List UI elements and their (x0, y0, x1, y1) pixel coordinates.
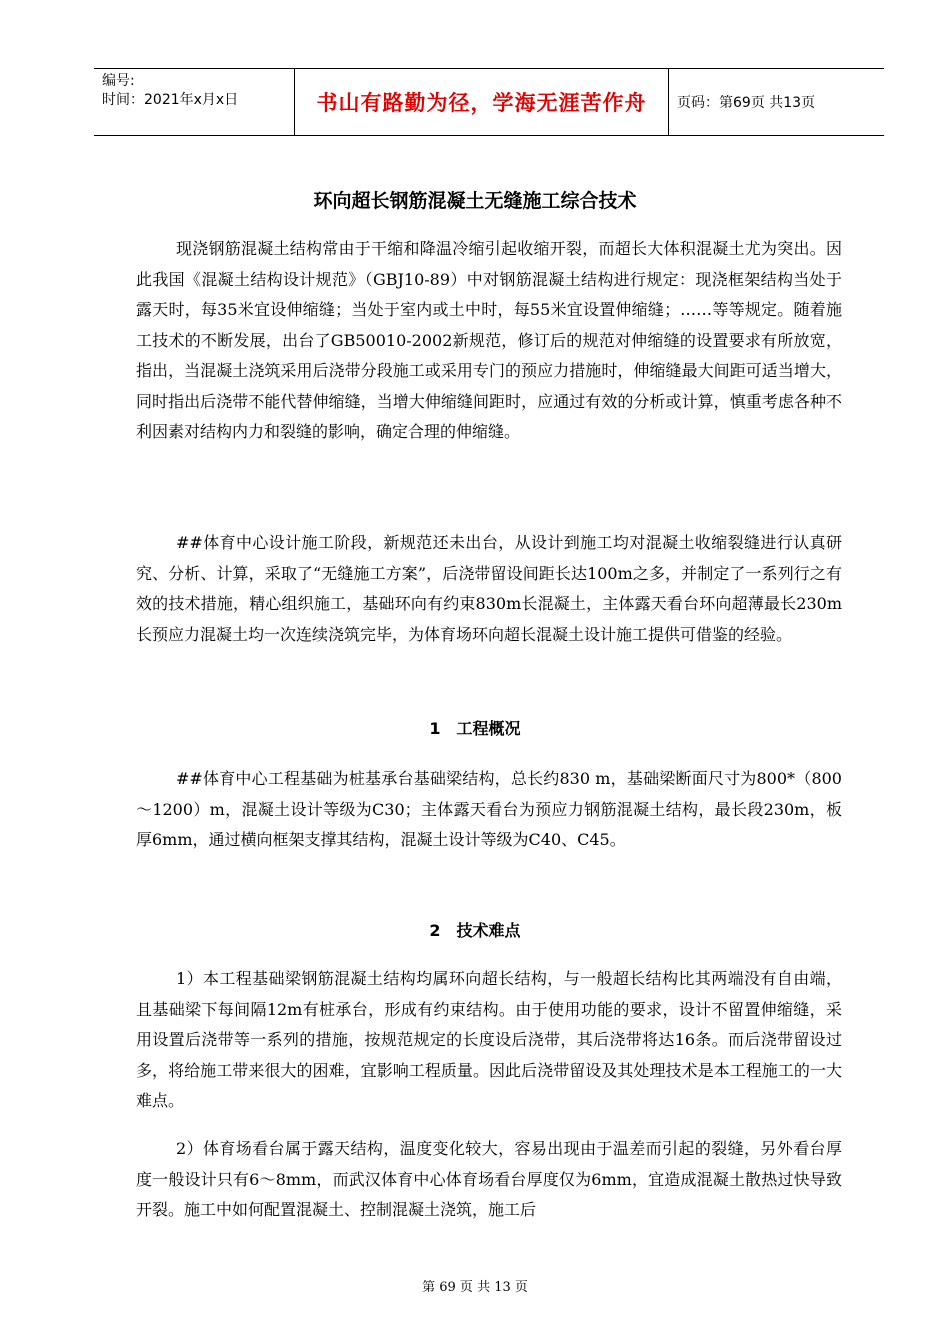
header-table (94, 68, 884, 136)
time-label: 时间：2021年x月x日 (102, 92, 239, 108)
section-heading-overview: 1 工程概况 (429, 719, 521, 738)
section-paragraph: 2）体育场看台属于露天结构，温度变化较大，容易出现由于温差而引起的裂缝，另外看台厚度一般设计只有6～8mm，而武汉体育中心体育场看台厚度仅为6mm，宜造成混凝土散热过快导致开裂。施工中如何配置混凝土、控制混凝土浇筑，施工后 (136, 1139, 842, 1219)
header-page-code: 页码：第69页 共13页 (677, 95, 816, 111)
header-meta-cell (94, 69, 295, 135)
header-motto: 书山有路勤为径，学海无涯苦作舟 (295, 69, 669, 135)
page-footer: 第 69 页 共 13 页 (422, 1280, 528, 1295)
document-title: 环向超长钢筋混凝土无缝施工综合技术 (313, 190, 637, 212)
section-paragraph: ##体育中心工程基础为桩基承台基础梁结构，总长约830 m，基础梁断面尺寸为800*（800～1200）m，混凝土设计等级为C30；主体露天看台为预应力钢筋混凝土结构，最长段230m，板厚6mm，通过横向框架支撑其结构，混凝土设计等级为C40、C45。 (136, 769, 842, 849)
section-paragraph: 1）本工程基础梁钢筋混凝土结构均属环向超长结构，与一般超长结构比其两端没有自由端，且基础梁下每间隔12m有桩承台，形成有约束结构。由于使用功能的要求，设计不留置伸缩缝，采用设置后浇带等一系列的措施，按规范规定的长度设后浇带，其后浇带将达16条。而后浇带留设过多，将给施工带来很大的困难，宜影响工程质量。因此后浇带留设及其处理技术是本工程施工的一大难点。 (136, 969, 842, 1110)
section-heading-difficulties: 2 技术难点 (429, 921, 521, 940)
intro-paragraph: ##体育中心设计施工阶段，新规范还未出台，从设计到施工均对混凝土收缩裂缝进行认真研究、分析、计算，采取了“无缝施工方案”，后浇带留设间距长达100m之多，并制定了一系列行之有效的技术措施，精心组织施工，基础环向有约束830m长混凝土，主体露天看台环向超薄最长230m长预应力混凝土均一次连续浇筑完毕，为体育场环向超长混凝土设计施工提供可借鉴的经验。 (136, 533, 842, 644)
intro-paragraph: 现浇钢筋混凝土结构常由于干缩和降温冷缩引起收缩开裂，而超长大体积混凝土尤为突出。因此我国《混凝土结构设计规范》（GBJ10-89）中对钢筋混凝土结构进行规定：现浇框架结构当处于露天时，每35米宜设伸缩缝；当处于室内或土中时，每55米宜设置伸缩缝；……等等规定。随着施工技术的不断发展，出台了GB50010-2002新规范，修订后的规范对伸缩缝的设置要求有所放宽，指出，当混凝土浇筑采用后浇带分段施工或采用专门的预应力措施时，伸缩缝最大间距可适当增大，同时指出后浇带不能代替伸缩缝，当增大伸缩缝间距时，应通过有效的分析或计算，慎重考虑各种不利因素对结构内力和裂缝的影响，确定合理的伸缩缝。 (136, 239, 842, 441)
serial-label: 编号: (102, 73, 135, 89)
